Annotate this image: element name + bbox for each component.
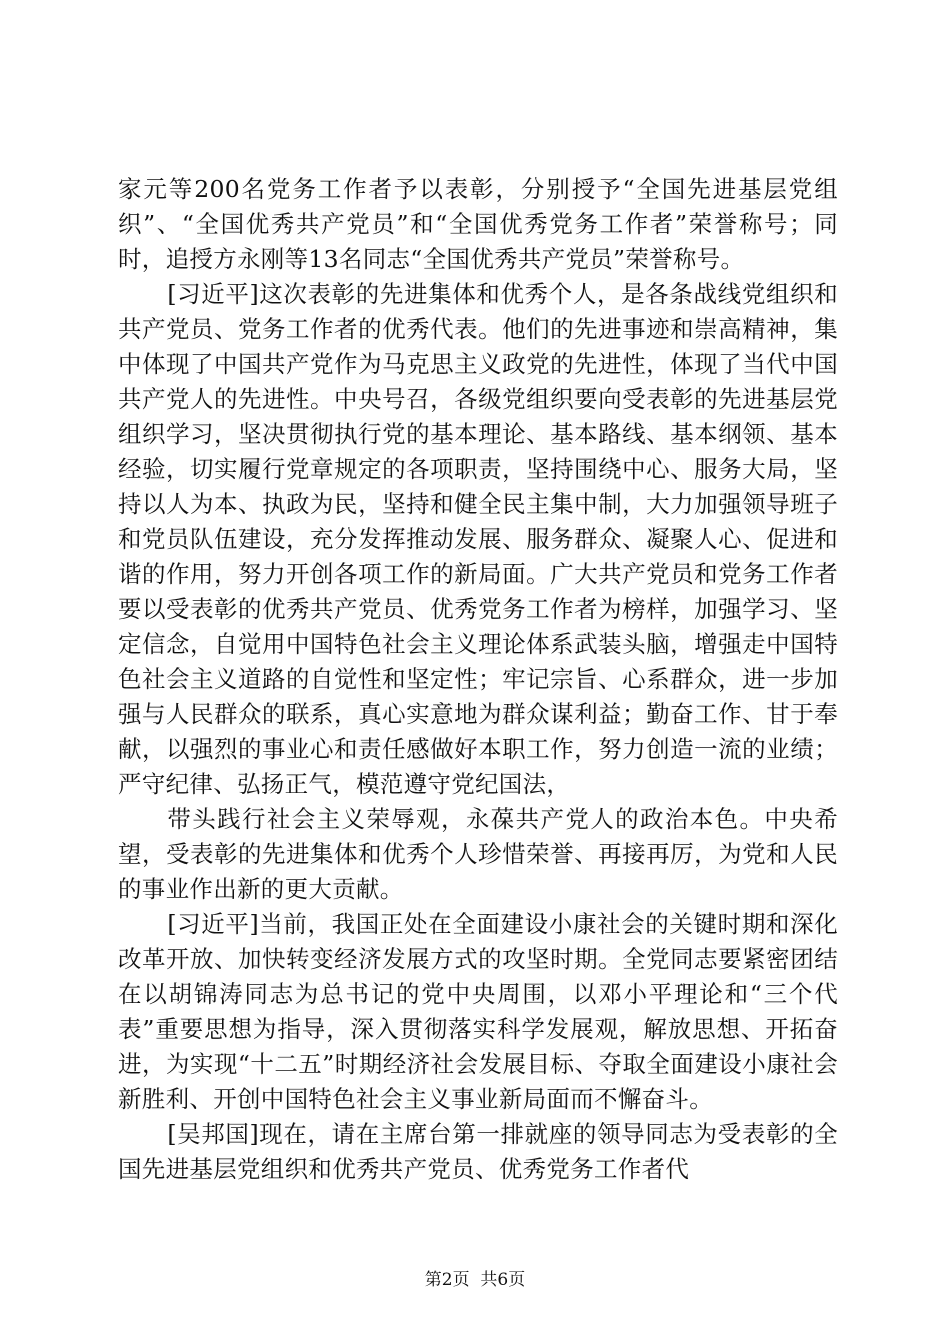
- page-total: 共6页: [480, 1270, 526, 1290]
- paragraph-speech-xi-2: [习近平]当前，我国正处在全面建设小康社会的关键时期和深化改革开放、加快转变经济发展方式的攻坚时期。全党同志要紧密团结在以胡锦涛同志为总书记的党中央周围，以邓小平理论和“三个代表”重要思想为指导，深入贯彻落实科学发展观，解放思想、开拓奋进，为实现“十二五”时期经济社会发展目标、夺取全面建设小康社会新胜利、开创中国特色社会主义事业新局面而不懈奋斗。: [118, 910, 838, 1113]
- paragraph-speech-xi-1-cont: 带头践行社会主义荣辱观，永葆共产党人的政治本色。中央希望，受表彰的先进集体和优秀个人珍惜荣誉、再接再厉，为党和人民的事业作出新的更大贡献。: [118, 805, 838, 903]
- document-body: [118, 172, 838, 1187]
- paragraph-continuation: 家元等200名党务工作者予以表彰，分别授予“全国先进基层党组织”、“全国优秀共产党员”和“全国优秀党务工作者”荣誉称号；同时，追授方永刚等13名同志“全国优秀共产党员”荣誉称号。: [118, 175, 838, 273]
- paragraph-speech-wu: [吴邦国]现在，请在主席台第一排就座的领导同志为受表彰的全国先进基层党组织和优秀共产党员、优秀党务工作者代: [118, 1120, 838, 1183]
- paragraph-speech-xi-1: [习近平]这次表彰的先进集体和优秀个人，是各条战线党组织和共产党员、党务工作者的优秀代表。他们的先进事迹和崇高精神，集中体现了中国共产党作为马克思主义政党的先进性，体现了当代中国共产党人的先进性。中央号召，各级党组织要向受表彰的先进基层党组织学习，坚决贯彻执行党的基本理论、基本路线、基本纲领、基本经验，切实履行党章规定的各项职责，坚持围绕中心、服务大局，坚持以人为本、执政为民，坚持和健全民主集中制，大力加强领导班子和党员队伍建设，充分发挥推动发展、服务群众、凝聚人心、促进和谐的作用，努力开创各项工作的新局面。广大共产党员和党务工作者要以受表彰的优秀共产党员、优秀党务工作者为榜样，加强学习、坚定信念，自觉用中国特色社会主义理论体系武装头脑，增强走中国特色社会主义道路的自觉性和坚定性；牢记宗旨、心系群众，进一步加强与人民群众的联系，真心实意地为群众谋利益；勤奋工作、甘于奉献，以强烈的事业心和责任感做好本职工作，努力创造一流的业绩；严守纪律、弘扬正气，模范遵守党纪国法，: [118, 280, 838, 798]
- page-footer: [0, 1269, 950, 1291]
- page-number: 第2页: [424, 1270, 470, 1290]
